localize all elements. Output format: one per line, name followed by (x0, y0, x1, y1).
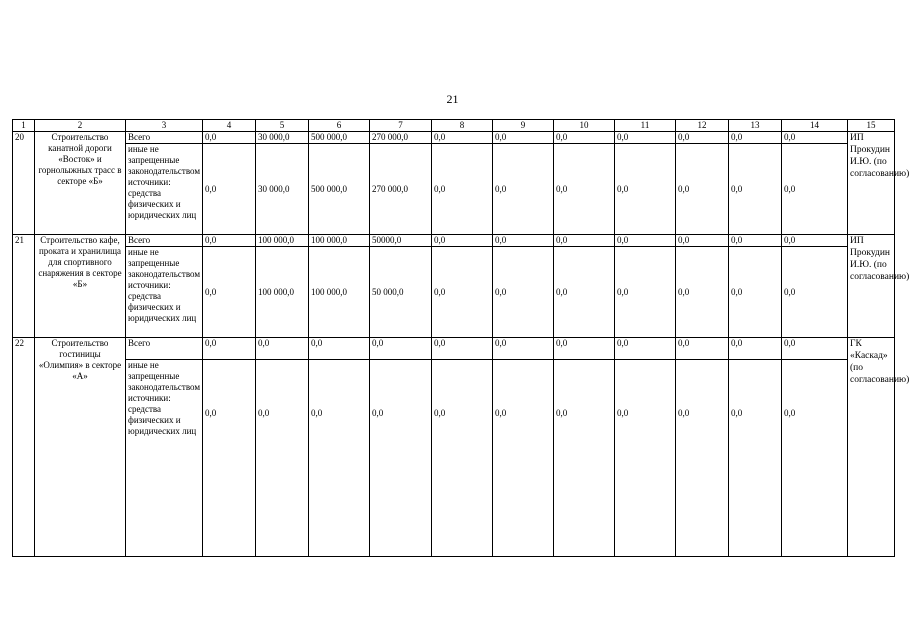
source-value: 270 000,0 (370, 144, 432, 235)
header-cell-9: 9 (493, 120, 554, 132)
executor: ГК «Каскад» (по согласованию) (848, 338, 895, 557)
total-value: 0,0 (729, 235, 782, 247)
source-value: 0,0 (615, 247, 676, 338)
source-value: 0,0 (729, 360, 782, 557)
table-row (13, 235, 895, 247)
source-value: 0,0 (782, 360, 848, 557)
executor: ИП Прокудин И.Ю. (по согласованию) (848, 132, 895, 235)
total-value: 0,0 (729, 338, 782, 360)
source-value: 0,0 (309, 360, 370, 557)
header-cell-7: 7 (370, 120, 432, 132)
header-cell-13: 13 (729, 120, 782, 132)
source-value: 0,0 (782, 144, 848, 235)
total-value: 0,0 (782, 338, 848, 360)
source-value: 0,0 (203, 144, 256, 235)
source-value: 0,0 (554, 247, 615, 338)
total-value: 0,0 (676, 338, 729, 360)
executor: ИП Прокудин И.Ю. (по согласованию) (848, 235, 895, 338)
total-value: 270 000,0 (370, 132, 432, 144)
source-value: 30 000,0 (256, 144, 309, 235)
header-cell-3: 3 (126, 120, 203, 132)
source-value: 0,0 (676, 247, 729, 338)
source-value: 0,0 (615, 144, 676, 235)
total-value: 0,0 (203, 235, 256, 247)
total-value: 30 000,0 (256, 132, 309, 144)
source-label: иные не запрещенные законодательством источники: средства физических и юридических лиц (126, 247, 203, 338)
source-value: 0,0 (493, 247, 554, 338)
header-cell-4: 4 (203, 120, 256, 132)
activity-name: Строительство гостиницы «Олимпия» в секторе «А» (35, 338, 126, 557)
total-value: 500 000,0 (309, 132, 370, 144)
source-value: 0,0 (432, 360, 493, 557)
total-value: 0,0 (782, 235, 848, 247)
total-value: 0,0 (676, 235, 729, 247)
header-cell-5: 5 (256, 120, 309, 132)
table-row (13, 144, 895, 235)
activity-name: Строительство кафе, проката и хранилища для спортивного снаряжения в секторе «Б» (35, 235, 126, 338)
source-value: 500 000,0 (309, 144, 370, 235)
source-value: 0,0 (203, 247, 256, 338)
total-value: 0,0 (203, 338, 256, 360)
source-value: 0,0 (615, 360, 676, 557)
table-row (13, 247, 895, 338)
total-value: 0,0 (554, 338, 615, 360)
source-value: 0,0 (370, 360, 432, 557)
source-label: иные не запрещенные законодательством источники: средства физических и юридических лиц (126, 360, 203, 557)
source-value: 100 000,0 (256, 247, 309, 338)
header-row (13, 120, 895, 132)
header-cell-2: 2 (35, 120, 126, 132)
table-row (13, 132, 895, 144)
total-value: 0,0 (554, 235, 615, 247)
total-value: 50000,0 (370, 235, 432, 247)
source-value: 0,0 (493, 360, 554, 557)
row-number: 22 (13, 338, 35, 557)
source-value: 0,0 (432, 144, 493, 235)
source-value: 0,0 (432, 247, 493, 338)
header-cell-12: 12 (676, 120, 729, 132)
total-value: 0,0 (493, 132, 554, 144)
source-value: 0,0 (203, 360, 256, 557)
total-value: 100 000,0 (309, 235, 370, 247)
total-value: 0,0 (554, 132, 615, 144)
activity-name: Строительство канатной дороги «Восток» и горнолыжных трасс в секторе «Б» (35, 132, 126, 235)
total-value: 100 000,0 (256, 235, 309, 247)
total-value: 0,0 (256, 338, 309, 360)
total-value: 0,0 (432, 338, 493, 360)
total-value: 0,0 (615, 338, 676, 360)
header-cell-10: 10 (554, 120, 615, 132)
header-cell-6: 6 (309, 120, 370, 132)
total-label: Всего (126, 235, 203, 247)
total-value: 0,0 (432, 235, 493, 247)
source-value: 0,0 (729, 144, 782, 235)
source-value: 0,0 (676, 144, 729, 235)
program-table (12, 119, 909, 557)
source-value: 0,0 (554, 144, 615, 235)
row-number: 21 (13, 235, 35, 338)
header-cell-14: 14 (782, 120, 848, 132)
total-value: 0,0 (493, 338, 554, 360)
total-value: 0,0 (782, 132, 848, 144)
source-value: 0,0 (782, 247, 848, 338)
total-value: 0,0 (729, 132, 782, 144)
source-value: 0,0 (676, 360, 729, 557)
total-value: 0,0 (370, 338, 432, 360)
table-row (13, 338, 895, 360)
source-label: иные не запрещенные законодательством источники: средства физических и юридических лиц (126, 144, 203, 235)
total-value: 0,0 (676, 132, 729, 144)
source-value: 0,0 (256, 360, 309, 557)
total-value: 0,0 (203, 132, 256, 144)
header-cell-11: 11 (615, 120, 676, 132)
page-number: 21 (446, 92, 459, 106)
header-cell-15: 15 (848, 120, 895, 132)
source-value: 0,0 (729, 247, 782, 338)
source-value: 0,0 (554, 360, 615, 557)
table-row (13, 360, 895, 557)
header-cell-1: 1 (13, 120, 35, 132)
total-value: 0,0 (432, 132, 493, 144)
total-value: 0,0 (615, 132, 676, 144)
source-value: 50 000,0 (370, 247, 432, 338)
total-label: Всего (126, 338, 203, 360)
total-label: Всего (126, 132, 203, 144)
source-value: 0,0 (493, 144, 554, 235)
total-value: 0,0 (493, 235, 554, 247)
source-value: 100 000,0 (309, 247, 370, 338)
total-value: 0,0 (615, 235, 676, 247)
row-number: 20 (13, 132, 35, 235)
header-cell-8: 8 (432, 120, 493, 132)
total-value: 0,0 (309, 338, 370, 360)
